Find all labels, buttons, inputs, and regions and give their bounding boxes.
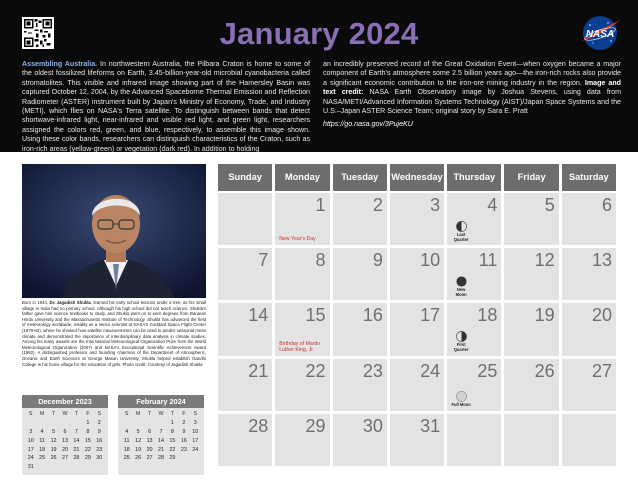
mini-day: 8 — [86, 428, 90, 435]
weekday-header: Saturday — [562, 164, 616, 191]
mini-day: 21 — [73, 446, 80, 453]
mini-day: 20 — [146, 446, 153, 453]
mini-day: 9 — [182, 428, 186, 435]
mini-day — [71, 419, 82, 428]
bio-name: Dr. Jagadish Shukla — [49, 300, 91, 305]
mini-day: 3 — [193, 419, 197, 426]
calendar-day-cell — [333, 193, 387, 245]
mini-day: 7 — [74, 428, 78, 435]
mini-day — [94, 463, 105, 472]
moon-phase-icon — [456, 276, 467, 287]
caption-left — [22, 60, 310, 154]
calendar-day-cell — [275, 248, 329, 300]
mini-day: 25 — [39, 455, 46, 462]
calendar-day-cell — [390, 414, 444, 466]
day-number: 1 — [315, 195, 326, 215]
moon-phase-label: Full Moon — [451, 402, 471, 408]
day-number: 30 — [362, 415, 383, 436]
caption-credit-label: Image and text credit: — [323, 78, 621, 97]
mini-day-header: F — [182, 411, 186, 417]
calendar-day-cell — [218, 359, 272, 411]
mini-day: 25 — [123, 455, 130, 462]
caption-right-text: an incredibly preserved record of the Great Oxidation Event—when oxygen became a major component of Earth's atmosphere some 2.5 billion years ago—the iron-rich rocks also provide a significant economic contribution to the iron-ore mining industry in the region. — [323, 60, 621, 87]
weekday-header: Thursday — [447, 164, 501, 191]
mini-day: 9 — [97, 428, 101, 435]
mini-day: 6 — [148, 428, 152, 435]
day-number: 26 — [534, 360, 555, 381]
day-number: 21 — [248, 360, 269, 381]
mini-day — [82, 463, 93, 472]
caption-left-text: In northwestern Australia, the Pilbara Craton is home to some of the oldest fossilized lifeforms on Earth, 3.45-billion-year-old microbial cyanobacteria called stromatolites. This visible and infrared image showing part of the Hamersley Basin was captured October 12, 2004, by the Advanced Spaceborne Thermal Emission and Reflection Radiometer (ASTER) instrument built by Japan's Ministry of Economy, Trade, and Industry (METI), which flies on NASA's Terra satellite. To distinguish between bands that detect shortwave-infrared light, near-infrared and visible red light, and green light, researchers assigned the colors red, green, and blue, respectively, to assemble this image shown. Using these color bands, researchers can distinguish characteristics of the Craton, such as iron-rich areas (yellow-green) or vegetation (dark red). In addition to holding — [22, 60, 310, 153]
day-number: 28 — [248, 415, 269, 436]
bio-body: , learned his early school lessons under a tree, as his small village in India had no primary school. Although his high school did not teach science, Shukla's father gave him science textbooks to study, and Shukla went on to earn degrees from Banaras Hindu University and the Massachusetts Institute of Technology. Shukla has advanced the field of meteorology worldwide, notably as a senior scientist at NASA's Goddard Space Flight Center (1979-83), where he showed how satellite measurements can be used to predict seasonal mean climate and demonstrated the importance of interdisciplinary data analysis in climate studies. Among his many awards are the International Meteorological Organization Prize from the World Meteorological Organization (2007) and NASA's Exceptional Scientific Achievement Award (1982). A distinguished professor and founding chairman of the Department of Atmospheric, Oceanic and Earth Sciences at George Mason University, Shukla helped establish Gandhi College in his home village for the education of girls. Photo credit: Courtesy of Jagadish Shukla — [22, 300, 206, 367]
calendar-day-cell — [447, 359, 501, 411]
day-number: 23 — [362, 360, 383, 381]
day-number: 16 — [362, 305, 383, 326]
day-number: 11 — [478, 250, 498, 271]
mini-day: 23 — [96, 446, 103, 453]
mini-day: 11 — [123, 437, 130, 444]
day-number: 24 — [420, 360, 441, 381]
mini-day: 6 — [63, 428, 67, 435]
mini-day — [132, 419, 143, 428]
calendar-day-cell — [562, 248, 616, 300]
calendar-day-cell — [447, 303, 501, 355]
day-number: 12 — [534, 250, 555, 271]
mini-day-header: F — [86, 411, 90, 417]
calendar-day-cell — [390, 359, 444, 411]
calendar-day-cell — [390, 193, 444, 245]
mini-day — [48, 419, 59, 428]
mini-day: 23 — [180, 446, 187, 453]
mini-day-header: T — [74, 411, 79, 417]
moon-phase-icon — [456, 221, 467, 232]
calendar-day-cell — [333, 414, 387, 466]
calendar-day-cell — [275, 414, 329, 466]
mini-day: 15 — [84, 437, 91, 444]
calendar-day-cell — [562, 359, 616, 411]
mini-day — [48, 463, 59, 472]
calendar-day-cell — [447, 248, 501, 300]
calendar-day-cell — [447, 193, 501, 245]
day-number: 14 — [248, 305, 269, 326]
calendar-day-cell — [218, 414, 272, 466]
bio-intro: Born in 1944, — [22, 300, 50, 305]
calendar-day-cell — [562, 414, 616, 466]
calendar-day-cell — [218, 193, 272, 245]
calendar-day-cell — [390, 248, 444, 300]
mini-day: 16 — [96, 437, 103, 444]
calendar-weekday-header — [218, 164, 616, 191]
day-number: 15 — [305, 305, 326, 326]
mini-day — [71, 463, 82, 472]
mini-day — [144, 419, 155, 428]
mini-day: 14 — [73, 437, 80, 444]
holiday-note: New Year's Day — [279, 236, 316, 243]
calendar-day-cell — [504, 359, 558, 411]
mini-day: 13 — [146, 437, 153, 444]
caption-heading: Assembling Australia. — [22, 60, 98, 68]
mini-calendar-grid — [22, 408, 108, 475]
day-number: 13 — [591, 250, 612, 271]
calendar-day-cell — [333, 303, 387, 355]
mini-day: 14 — [157, 437, 164, 444]
calendar-day-cell — [333, 359, 387, 411]
calendar-day-cell — [333, 248, 387, 300]
mini-day — [155, 463, 166, 472]
day-number: 17 — [420, 305, 441, 326]
nasa-logo-icon — [578, 14, 622, 52]
mini-day: 1 — [86, 419, 90, 426]
mini-day: 28 — [157, 455, 164, 462]
mini-day — [59, 463, 70, 472]
mini-day-header: W — [158, 411, 164, 417]
calendar-day-cell — [504, 248, 558, 300]
mini-day — [25, 419, 36, 428]
mini-day — [144, 463, 155, 472]
mini-day: 17 — [27, 446, 34, 453]
calendar-day-cell — [562, 303, 616, 355]
mini-day: 24 — [192, 446, 199, 453]
page-title: January 2024 — [219, 16, 419, 51]
day-number: 25 — [477, 360, 498, 381]
mini-day: 2 — [182, 419, 186, 426]
mini-day: 17 — [192, 437, 199, 444]
mini-day: 18 — [123, 446, 130, 453]
mini-day: 4 — [40, 428, 44, 435]
weekday-header: Friday — [504, 164, 558, 191]
mini-day: 22 — [169, 446, 176, 453]
day-number: 9 — [372, 250, 383, 271]
caption-link[interactable]: https://go.nasa.gov/3PujeKU — [323, 120, 413, 129]
calendar-day-cell — [275, 193, 329, 245]
mini-calendar-grid — [118, 408, 204, 475]
mini-day: 10 — [192, 428, 199, 435]
weekday-header: Monday — [275, 164, 329, 191]
mini-day: 12 — [50, 437, 57, 444]
mini-day-header: W — [62, 411, 68, 417]
mini-day-header: S — [97, 411, 102, 417]
mini-day: 10 — [27, 437, 34, 444]
mini-day: 31 — [27, 464, 34, 471]
day-number: 6 — [601, 195, 612, 215]
calendar-grid — [218, 193, 616, 466]
mini-calendar-february — [118, 395, 204, 475]
mini-day: 29 — [84, 455, 91, 462]
moon-phase-icon — [456, 391, 467, 402]
mini-day-header: M — [135, 411, 141, 417]
caption-right — [323, 60, 621, 130]
mini-day: 4 — [125, 428, 129, 435]
moon-phase-label: New Moon — [455, 287, 467, 297]
mini-day — [36, 463, 47, 472]
mini-day: 1 — [170, 419, 174, 426]
calendar-day-cell — [504, 303, 558, 355]
mini-day: 27 — [61, 455, 68, 462]
mini-day — [121, 463, 132, 472]
weekday-header: Wednesday — [390, 164, 444, 191]
mini-day — [59, 419, 70, 428]
day-number: 10 — [420, 250, 441, 271]
mini-day: 7 — [159, 428, 163, 435]
day-number: 31 — [420, 415, 441, 436]
mini-day: 26 — [135, 455, 142, 462]
mini-day: 2 — [97, 419, 101, 426]
mini-day-header: S — [28, 411, 33, 417]
holiday-note: Birthday of Martin Luther King, Jr. — [279, 340, 320, 353]
moon-phase — [451, 276, 471, 297]
calendar-day-cell — [390, 303, 444, 355]
mini-day — [121, 419, 132, 428]
moon-phase-label: First Quarter — [453, 342, 469, 352]
mini-day: 3 — [29, 428, 33, 435]
mini-day: 19 — [135, 446, 142, 453]
mini-day: 29 — [169, 455, 176, 462]
mini-day: 21 — [157, 446, 164, 453]
day-number: 2 — [372, 195, 383, 215]
mini-day-header: T — [147, 411, 152, 417]
day-number: 7 — [258, 250, 269, 271]
calendar-day-cell — [218, 303, 272, 355]
mini-day — [178, 463, 189, 472]
moon-phase-label: Last Quarter — [453, 232, 469, 242]
mini-day: 20 — [61, 446, 68, 453]
mini-day: 5 — [52, 428, 56, 435]
calendar-day-cell — [218, 248, 272, 300]
bio-text — [22, 300, 206, 367]
mini-day — [132, 463, 143, 472]
moon-phase-icon — [456, 331, 467, 342]
mini-day: 30 — [96, 455, 103, 462]
day-number: 5 — [544, 195, 555, 215]
moon-phase — [451, 221, 471, 242]
mini-day-header: M — [39, 411, 45, 417]
moon-phase — [451, 391, 471, 408]
mini-day — [36, 419, 47, 428]
day-number: 3 — [430, 195, 441, 215]
mini-day: 12 — [135, 437, 142, 444]
mini-day — [190, 463, 201, 472]
mini-day: 19 — [50, 446, 57, 453]
mini-day: 16 — [180, 437, 187, 444]
mini-day — [178, 454, 189, 463]
mini-day-header: S — [124, 411, 129, 417]
calendar-day-cell — [504, 414, 558, 466]
day-number: 29 — [305, 415, 326, 436]
mini-calendar-title: February 2024 — [118, 395, 204, 408]
mini-day: 8 — [170, 428, 174, 435]
mini-day: 28 — [73, 455, 80, 462]
day-number: 27 — [591, 360, 612, 381]
mini-day: 5 — [136, 428, 140, 435]
mini-calendar-december — [22, 395, 108, 475]
caption-credit-text: NASA Earth Observatory image by Joshua Stevens, using data from NASA/METI/Advanced Information Systems Technology (AIST)/Japan Space Systems and the U.S.–Japan ASTER Science Team; original story by Sara E. Pratt — [323, 88, 622, 116]
day-number: 20 — [591, 305, 612, 326]
day-number: 8 — [315, 250, 326, 271]
mini-day-header: T — [170, 411, 175, 417]
mini-calendar-title: December 2023 — [22, 395, 108, 408]
mini-day-header: T — [51, 411, 56, 417]
day-number: 19 — [534, 305, 555, 326]
calendar-day-cell — [275, 303, 329, 355]
weekday-header: Sunday — [218, 164, 272, 191]
mini-day: 15 — [169, 437, 176, 444]
mini-day — [167, 463, 178, 472]
day-number: 4 — [487, 195, 498, 215]
mini-day: 27 — [146, 455, 153, 462]
calendar-day-cell — [504, 193, 558, 245]
calendar-day-cell — [447, 414, 501, 466]
mini-day: 24 — [27, 455, 34, 462]
calendar-day-cell — [275, 359, 329, 411]
mini-day-header: S — [193, 411, 198, 417]
mini-day: 18 — [39, 446, 46, 453]
mini-day: 13 — [61, 437, 68, 444]
mini-day: 11 — [39, 437, 45, 444]
mini-day — [155, 419, 166, 428]
nasa-logo-text: NASA — [585, 29, 615, 40]
mini-day: 26 — [50, 455, 57, 462]
mini-day: 22 — [84, 446, 91, 453]
portrait-photo — [22, 164, 206, 298]
mini-day — [190, 454, 201, 463]
moon-phase — [451, 331, 471, 352]
calendar-day-cell — [562, 193, 616, 245]
day-number: 22 — [305, 360, 326, 381]
day-number: 18 — [477, 305, 498, 326]
weekday-header: Tuesday — [333, 164, 387, 191]
